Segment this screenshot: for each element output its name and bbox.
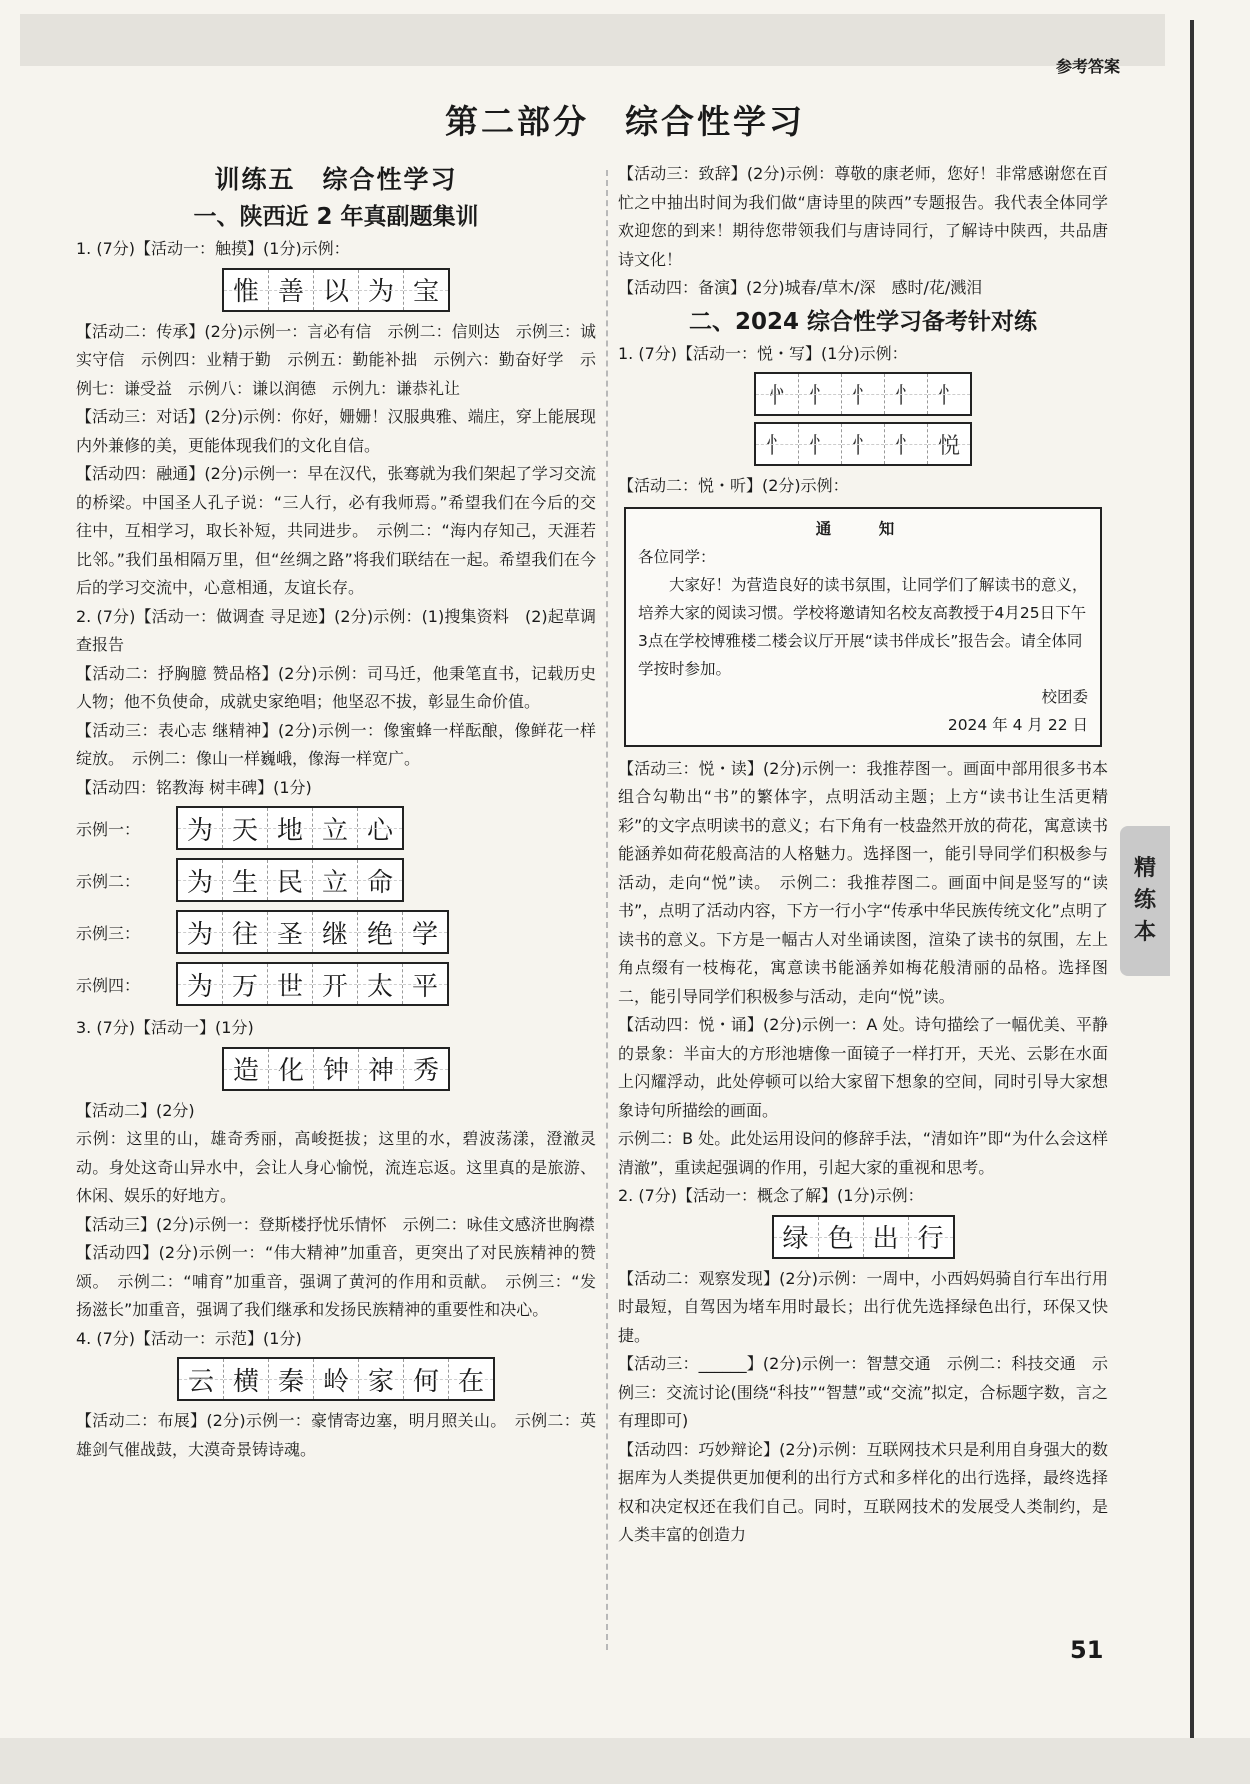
section-subtitle: 一、陕西近 2 年真副题集训 <box>193 204 479 230</box>
r-q2-activity-4: 【活动四：巧妙辩论】(2分)示例：互联网技术只是利用自身强大的数据库为人类提供更加便利的出行方式和多样化的出行选择，最终选择权和决定权还在我们自己。同时，互联网技术的发展受人类制约，是人类丰富的创造力 <box>618 1439 1108 1544</box>
notice-date: 2024 年 4 月 22 日 <box>947 715 1088 734</box>
grid-char: 心 <box>358 808 402 848</box>
example-grid <box>176 962 449 1006</box>
grid-char: 绿 <box>774 1217 819 1257</box>
grid-char: 行 <box>909 1217 953 1257</box>
q1-grid-wrap <box>76 268 596 312</box>
notice-box <box>624 507 1102 747</box>
grid-char: 善 <box>269 270 314 310</box>
grid-char: 为 <box>178 912 223 952</box>
grid-char: 天 <box>223 808 268 848</box>
grid-char: 绝 <box>358 912 403 952</box>
grid-char: 何 <box>404 1359 449 1399</box>
stroke-grid-b <box>754 422 972 466</box>
stroke-grid-a <box>754 372 972 416</box>
grid-char: 为 <box>178 808 223 848</box>
grid-char: 化 <box>269 1049 314 1089</box>
r-q2-char-grid <box>772 1215 955 1259</box>
example-label: 示例一： <box>76 819 141 839</box>
page-number: 51 <box>1070 1636 1104 1664</box>
example-grid <box>176 910 449 954</box>
r-q2-activity-2: 【活动二：观察发现】(2分)示例：一周中，小西妈妈骑自行车出行用时最短，自驾因为堵车用时最长；出行优先选择绿色出行，环保又快捷。 <box>618 1268 1108 1345</box>
grid-char: 秦 <box>269 1359 314 1399</box>
grid-char: 开 <box>313 964 358 1004</box>
q2-activity-3: 【活动三：表心志 继精神】(2分)示例一：像蜜蜂一样酝酿，像鲜花一样绽放。 示例二：像山一样巍峨，像海一样宽广。 <box>76 720 596 768</box>
q4-grid-wrap <box>76 1357 596 1401</box>
grid-char: 忄 <box>842 374 885 414</box>
grid-char: 太 <box>358 964 403 1004</box>
grid-char: 为 <box>359 270 404 310</box>
q3-activity-2: 【活动二】(2分) <box>76 1100 195 1120</box>
grid-char: 万 <box>223 964 268 1004</box>
notice-signature: 校团委 <box>1041 687 1088 706</box>
page-title: 第二部分 综合性学习 <box>445 102 805 141</box>
q1-activity-2: 【活动二：传承】(2分)示例一：言必有信 示例二：信则达 示例三：诚实守信 示例四：业精于勤 示例五：勤能补拙 示例六：勤奋好学 示例七：谦受益 示例八：谦以润德 示例九：谦恭礼让 <box>76 321 596 398</box>
grid-char: 为 <box>178 964 223 1004</box>
grid-char: 立 <box>313 860 358 900</box>
r-q2-grid-wrap <box>618 1215 1108 1259</box>
r-top-activity-3: 【活动三：致辞】(2分)示例：尊敬的康老师，您好！非常感谢您在百忙之中抽出时间为我们做“唐诗里的陕西”专题报告。我代表全体同学欢迎您的到来！期待您带领我们与唐诗同行，了解诗中陕西，共品唐诗文化！ <box>618 164 1108 269</box>
r-q2-head: 2. (7分)【活动一：概念了解】(1分)示例： <box>618 1186 924 1205</box>
grid-char: 圣 <box>268 912 313 952</box>
q2-example-row <box>76 806 596 850</box>
stroke-grid-wrap <box>618 372 1108 416</box>
grid-char: 出 <box>864 1217 909 1257</box>
r-q1-activity-2: 【活动二：悦・听】(2分)示例： <box>618 476 849 495</box>
q3-char-grid <box>222 1047 450 1091</box>
grid-char: 命 <box>358 860 402 900</box>
grid-char: 宝 <box>404 270 448 310</box>
grid-char: 生 <box>223 860 268 900</box>
example-grid <box>176 858 404 902</box>
footer-band <box>0 1738 1250 1784</box>
grid-char: 悦 <box>928 424 970 464</box>
q2-head: 2. (7分)【活动一：做调查 寻足迹】(2分)示例：(1)搜集资料 (2)起草调查报告 <box>76 606 596 654</box>
example-label: 示例四： <box>76 975 141 995</box>
page-edge-line <box>1190 20 1194 1750</box>
r-q1-activity-3: 【活动三：悦・读】(2分)示例一：我推荐图一。画面中部用很多书本组合勾勒出“书”的繁体字，点明活动主题；上方“读书让生活更精彩”的文字点明读书的意义；右下角有一枝盎然开放的荷花，寓意读书能涵养如荷花般高洁的人格魅力。选择图一，能引导同学们积极参与活动，走向“悦”读。 示例二：我推荐图二。画面中间是竖写的“读书”，点明了活动内容，下方一行小字“传承中华民族传统文化”点明了读书的意义。下方是一幅古人对坐诵读图，渲染了读书的氛围，左上角点缀有一枝梅花，寓意读书能涵养如梅花般清丽的品格。选择图二，能引导同学们积极参与活动，走向“悦”读。 <box>618 758 1108 1006</box>
q1-head: 1. (7分)【活动一：触摸】(1分)示例： <box>76 239 350 258</box>
header-label: 参考答案 <box>1055 57 1120 76</box>
notice-greeting: 各位同学： <box>638 547 716 566</box>
q2-activity-4: 【活动四：铭教海 树丰碑】(1分) <box>76 777 312 797</box>
grid-char: 世 <box>268 964 313 1004</box>
grid-char: 民 <box>268 860 313 900</box>
side-tab-char: 本 <box>1133 920 1156 945</box>
grid-char: 横 <box>224 1359 269 1399</box>
grid-char: 岭 <box>314 1359 359 1399</box>
grid-char: 云 <box>179 1359 224 1399</box>
grid-char: 忄 <box>885 424 928 464</box>
q3-head: 3. (7分)【活动一】(1分) <box>76 1018 254 1037</box>
grid-char: 家 <box>359 1359 404 1399</box>
grid-char: 平 <box>403 964 447 1004</box>
q1-activity-4: 【活动四：融通】(2分)示例一：早在汉代，张骞就为我们架起了学习交流的桥梁。中国圣人孔子说：“三人行，必有我师焉。”希望我们在今后的交往中，互相学习，取长补短，共同进步。 示例二：“海内存知己，天涯若比邻。”我们虽相隔万里，但“丝绸之路”将我们联结在一起。希望我们在今后的学习交流中，心意相通，友谊长存。 <box>76 464 596 597</box>
grid-char: 秀 <box>404 1049 448 1089</box>
grid-char: 钟 <box>314 1049 359 1089</box>
example-label: 示例二： <box>76 871 141 891</box>
q3-activity-4: 【活动四】(2分)示例一：“伟大精神”加重音，更突出了对民族精神的赞颂。 示例二：“哺育”加重音，强调了黄河的作用和贡献。 示例三：“发扬滋长”加重音，强调了我们继承和发扬民族精神的重要性和决心。 <box>76 1243 596 1319</box>
q3-grid-wrap <box>76 1047 596 1091</box>
grid-char: 造 <box>224 1049 269 1089</box>
r-q1-head: 1. (7分)【活动一：悦・写】(1分)示例： <box>618 343 908 363</box>
stroke-grid-wrap <box>618 422 1108 466</box>
q1-char-grid <box>222 268 450 312</box>
grid-char: 地 <box>268 808 313 848</box>
grid-char: 继 <box>313 912 358 952</box>
grid-char: 往 <box>223 912 268 952</box>
q4-head: 4. (7分)【活动一：示范】(1分) <box>76 1328 302 1348</box>
q3-activity-3: 【活动三】(2分)示例一：登斯楼抒忧乐情怀 示例二：咏佳文感济世胸襟 <box>76 1214 595 1234</box>
grid-char: 惟 <box>224 270 269 310</box>
example-grid <box>176 806 404 850</box>
side-tab-char: 精 <box>1133 856 1156 881</box>
grid-char: 忄 <box>885 374 928 414</box>
r-q1-activity-4b: 示例二：B 处。此处运用设问的修辞手法，“清如许”即“为什么会这样清澈”，重读起强调的作用，引起大家的重视和思考。 <box>618 1129 1108 1177</box>
q3-activity-2-body: 示例：这里的山，雄奇秀丽，高峻挺拔；这里的水，碧波荡漾，澄澈灵动。身处这奇山异水中，会让人身心愉悦，流连忘返。这里真的是旅游、休闲、娱乐的好地方。 <box>76 1129 596 1205</box>
left-column <box>76 160 596 1464</box>
section-subtitle-2: 二、2024 综合性学习备考针对练 <box>688 308 1038 335</box>
grid-char: 学 <box>403 912 447 952</box>
q2-example-row <box>76 910 596 954</box>
grid-char: 㣺 <box>756 374 799 414</box>
side-tab <box>1120 826 1170 976</box>
q4-activity-2: 【活动二：布展】(2分)示例一：豪情寄边塞，明月照关山。 示例二：英雄剑气催战鼓，大漠奇景铸诗魂。 <box>76 1411 596 1459</box>
side-tab-char: 练 <box>1133 888 1156 913</box>
q1-activity-3: 【活动三：对话】(2分)示例：你好，姗姗！汉服典雅、端庄，穿上能展现内外兼修的美，更能体现我们的文化自信。 <box>76 407 596 455</box>
grid-char: 忄 <box>799 374 842 414</box>
q2-example-row <box>76 962 596 1006</box>
grid-char: 忄 <box>756 424 799 464</box>
example-label: 示例三： <box>76 923 141 943</box>
grid-char: 为 <box>178 860 223 900</box>
grid-char: 忄 <box>842 424 885 464</box>
grid-char: 在 <box>449 1359 493 1399</box>
grid-char: 以 <box>314 270 359 310</box>
q2-example-row <box>76 858 596 902</box>
grid-char: 忄 <box>928 374 970 414</box>
grid-char: 色 <box>819 1217 864 1257</box>
q4-char-grid <box>177 1357 495 1401</box>
r-q2-activity-3: 【活动三：______】(2分)示例一：智慧交通 示例二：科技交通 示例三：交流讨论(围绕“科技”“智慧”或“交流”拟定，合标题字数，言之有理即可) <box>618 1354 1108 1430</box>
r-q1-activity-4: 【活动四：悦・诵】(2分)示例一：A 处。诗句描绘了一幅优美、平静的景象：半亩大的方形池塘像一面镜子一样打开，天光、云影在水面上闪耀浮动，此处停顿可以给大家留下想象的空间，同时引导大家想象诗句所描绘的画面。 <box>618 1015 1108 1120</box>
right-column <box>618 160 1108 1550</box>
grid-char: 神 <box>359 1049 404 1089</box>
header-band <box>20 14 1165 66</box>
column-divider <box>606 170 608 1650</box>
section-title: 训练五 综合性学习 <box>214 165 458 194</box>
grid-char: 忄 <box>799 424 842 464</box>
notice-body: 大家好！为营造良好的读书氛围，让同学们了解读书的意义，培养大家的阅读习惯。学校将邀请知名校友高教授于4月25日下午3点在学校博雅楼二楼会议厅开展“读书伴成长”报告会。请全体同学按时参加。 <box>638 575 1088 678</box>
notice-title: 通 知 <box>815 519 911 538</box>
q2-activity-2: 【活动二：抒胸臆 赞品格】(2分)示例：司马迁，他秉笔直书，记载历史人物；他不负使命，成就史家绝唱；他坚忍不拔，彰显生命价值。 <box>76 663 596 711</box>
grid-char: 立 <box>313 808 358 848</box>
r-top-activity-4: 【活动四：备演】(2分)城春/草木/深 感时/花/溅泪 <box>618 278 983 297</box>
